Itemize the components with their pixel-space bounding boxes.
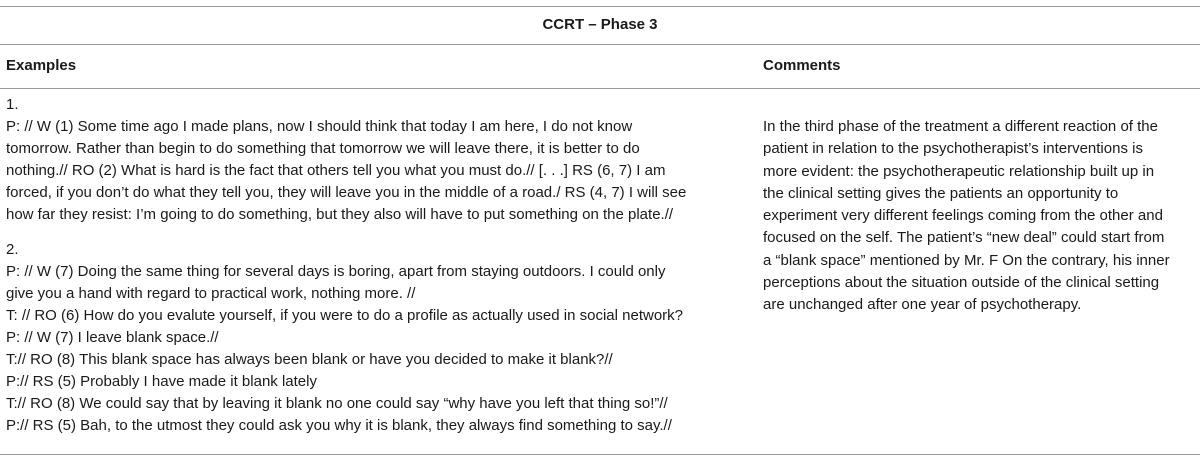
example-line: nothing.// RO (2) What is hard is the fact that others tell you what you must do.// [. . .] RS (6, 7) I am <box>6 162 666 179</box>
header-divider <box>0 88 1200 89</box>
example-line: tomorrow. Rather than begin to do something that tomorrow we will leave there, it is better to do <box>6 140 640 157</box>
comment-line: patient in relation to the psychotherapist’s interventions is <box>763 140 1143 158</box>
column-header-comments: Comments <box>763 57 841 74</box>
example-block-2 <box>6 239 746 437</box>
example-line: give you a hand with regard to practical work, nothing more. // <box>6 285 416 302</box>
example-line: T:// RO (8) We could say that by leaving it blank no one could say “why have you left that thing so!”// <box>6 395 668 412</box>
example-line: 1. <box>6 96 19 113</box>
block-spacer <box>6 226 746 239</box>
table-title: CCRT – Phase 3 <box>542 16 658 33</box>
comment-line: In the third phase of the treatment a different reaction of the <box>763 118 1158 135</box>
comment-line: the clinical setting gives the patients an opportunity to <box>763 184 1119 202</box>
table-top-rule <box>0 6 1200 7</box>
examples-cell <box>6 94 746 437</box>
example-block-1 <box>6 94 746 226</box>
example-line: P:// RS (5) Bah, to the utmost they could ask you why it is blank, they always find something to say.// <box>6 417 672 434</box>
comment-line: focused on the self. The patient’s “new deal” could start from <box>763 229 1165 247</box>
title-divider <box>0 44 1200 45</box>
example-line: P: // W (1) Some time ago I made plans, now I should think that today I am here, I do not know <box>6 118 633 135</box>
comment-line: more evident: the psychotherapeutic relationship built up in <box>763 162 1155 180</box>
example-line: P: // W (7) I leave blank space.// <box>6 329 219 346</box>
example-line: P:// RS (5) Probably I have made it blank lately <box>6 373 317 390</box>
example-line: T: // RO (6) How do you evalute yourself, if you were to do a profile as actually used in social network? <box>6 307 683 324</box>
table-bottom-rule <box>0 454 1200 455</box>
example-line: P: // W (7) Doing the same thing for several days is boring, apart from staying outdoors. I could only <box>6 263 666 280</box>
example-line: forced, if you don’t do what they tell you, they will leave you in the middle of a road./ RS (4, 7) I will see <box>6 184 687 201</box>
comment-line: a “blank space” mentioned by Mr. F On the contrary, his inner <box>763 251 1170 269</box>
comment-line: are unchanged after one year of psychotherapy. <box>763 296 1082 314</box>
example-line: 2. <box>6 241 19 258</box>
example-line: T:// RO (8) This blank space has always been blank or have you decided to make it blank?// <box>6 351 613 368</box>
example-line: how far they resist: I’m going to do something, but they also will have to put something on the plate.// <box>6 206 674 223</box>
comments-cell <box>763 116 1193 317</box>
column-header-examples: Examples <box>6 57 77 74</box>
comment-line: experiment very different feelings coming from the other and <box>763 207 1163 225</box>
comment-line: perceptions about the situation outside of the clinical setting <box>763 274 1160 292</box>
